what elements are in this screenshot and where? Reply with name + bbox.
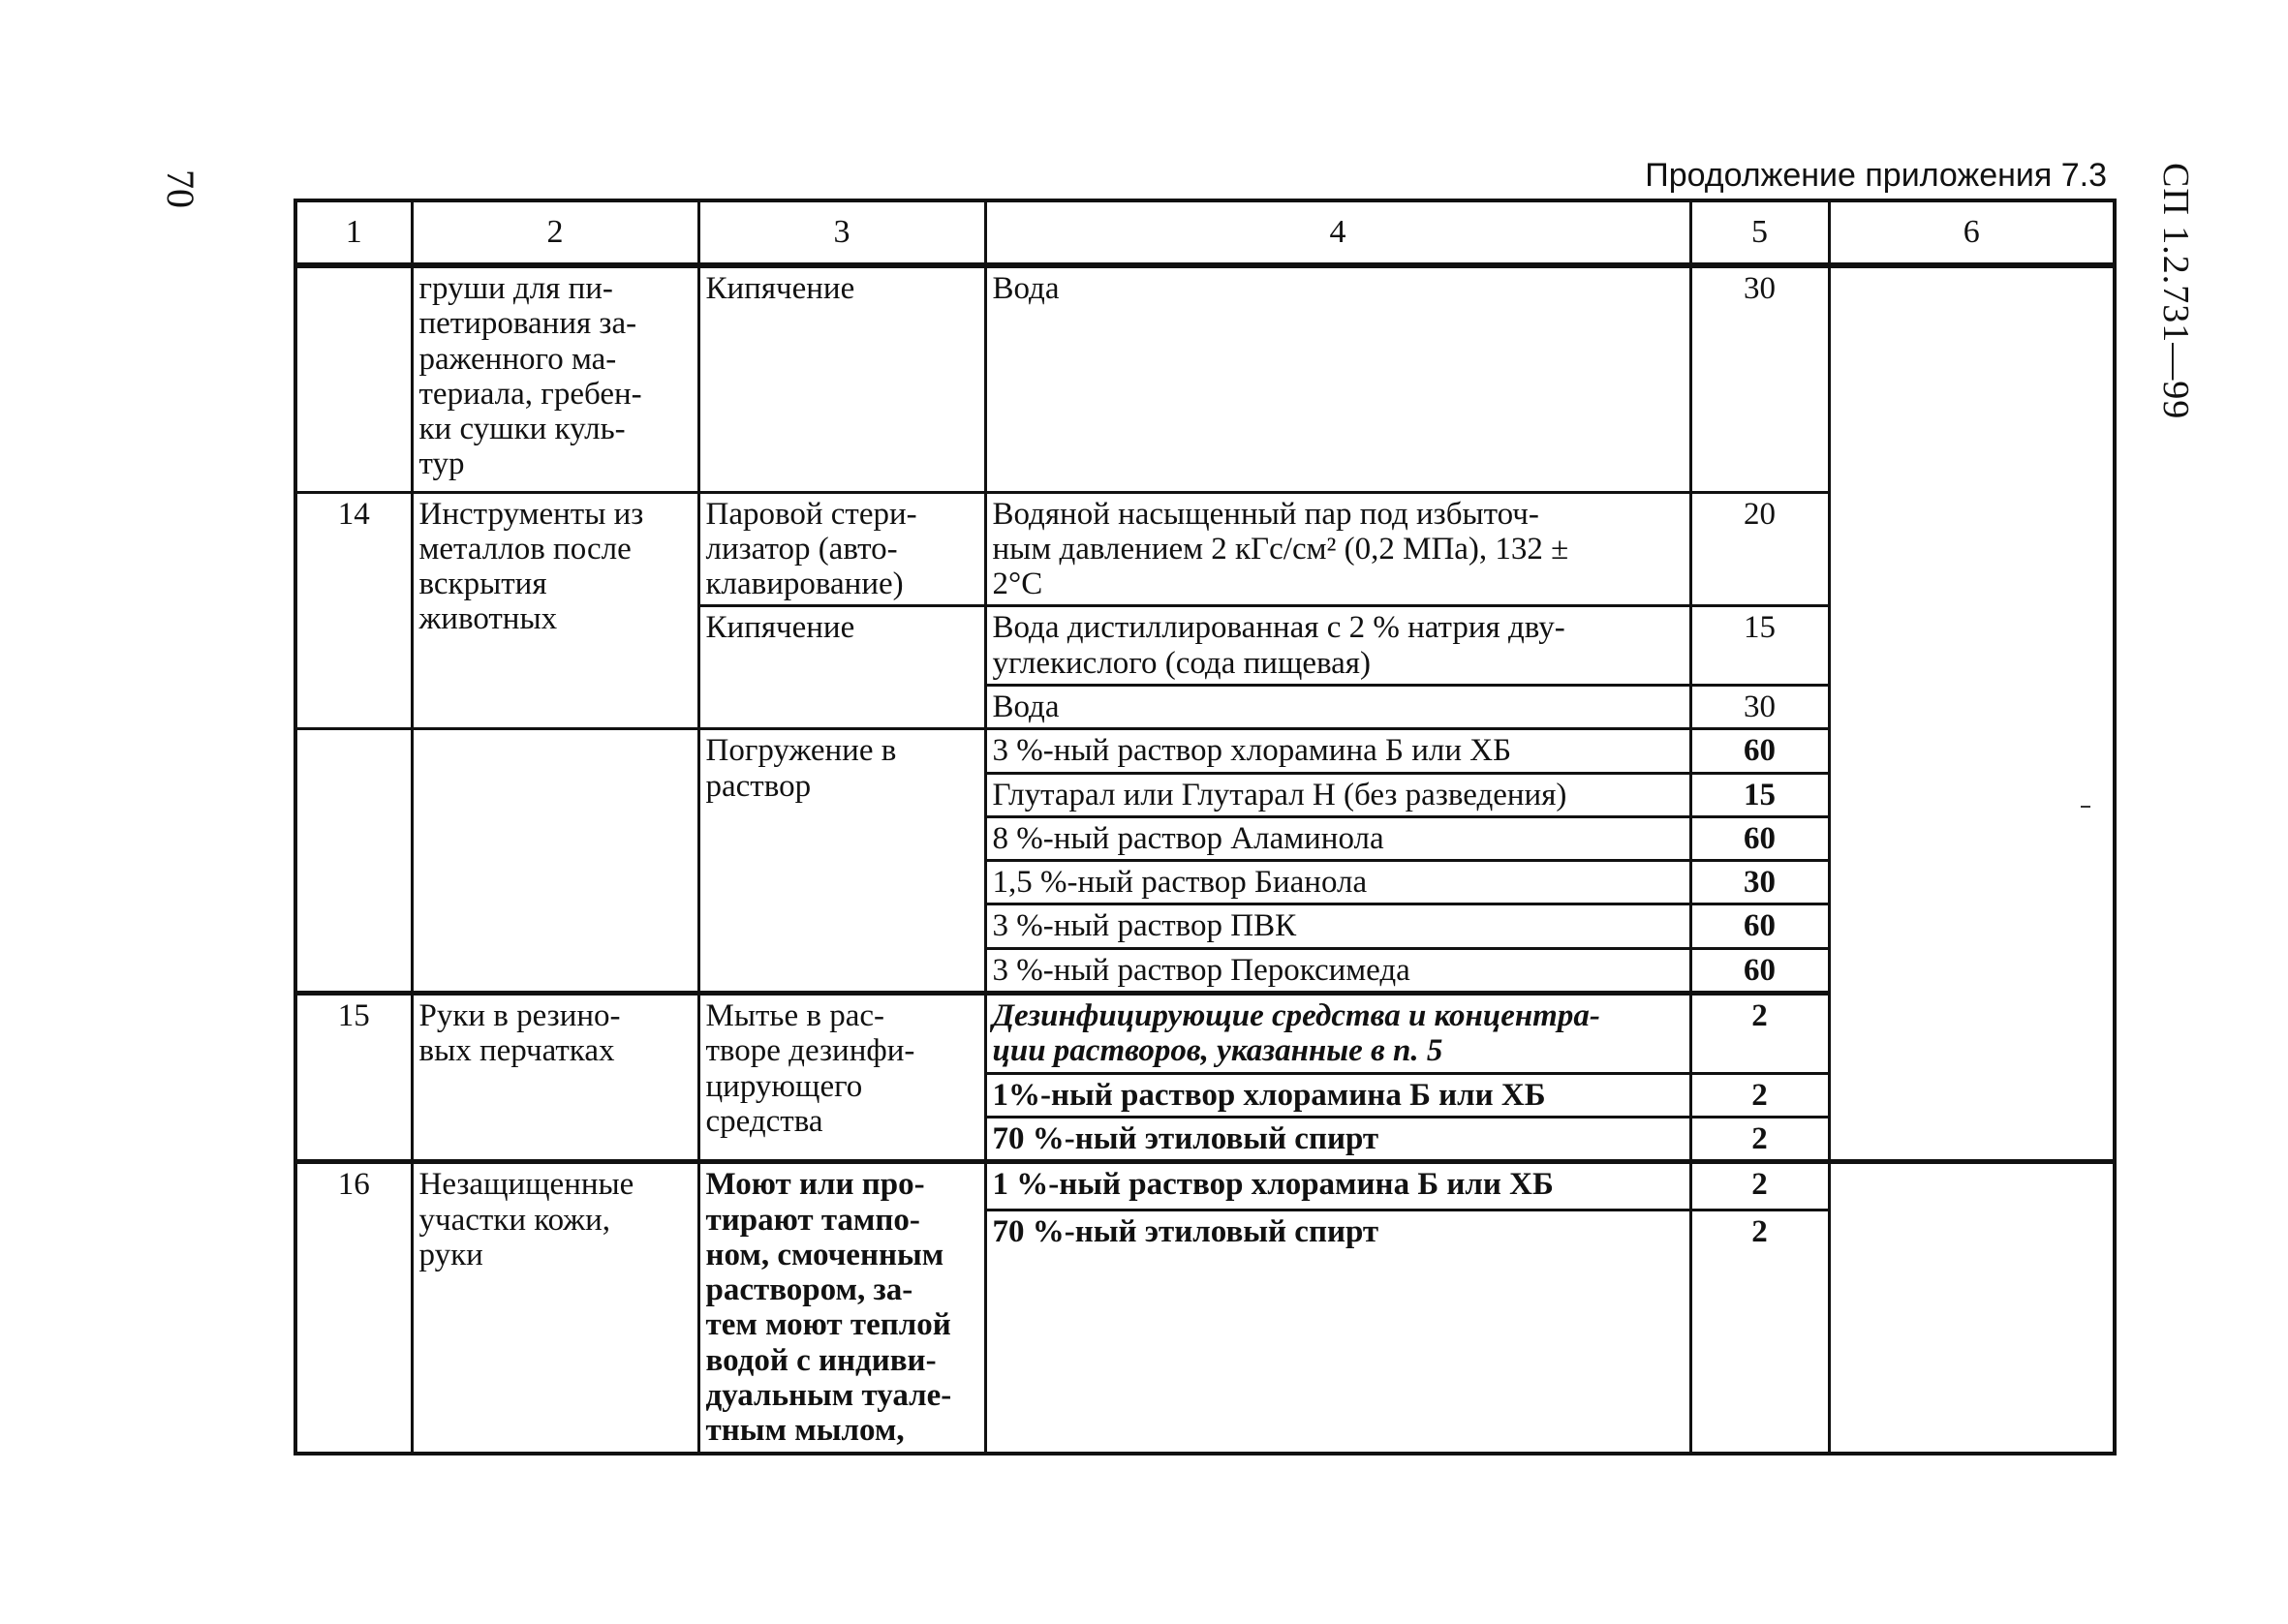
col-header-6: 6 (1829, 200, 2115, 265)
time-cell: 2 (1690, 1117, 1829, 1161)
method-cell: Кипячение (698, 606, 985, 729)
table-row (295, 265, 2115, 492)
agent-cell: Вода (985, 265, 1690, 492)
method-cell: Погружение в раствор (698, 729, 985, 994)
method-cell: Паровой стери- лизатор (авто- клавирование) (698, 492, 985, 606)
method-cell: Моют или про- тирают тампо- ном, смоченным раствором, за- тем моют теплой водой с индиви- дуальным туале- тным мылом, (698, 1162, 985, 1454)
agent-cell: Глутарал или Глутарал Н (без разведения) (985, 773, 1690, 816)
object-cell (412, 729, 698, 994)
notes-cell (1829, 1162, 2115, 1454)
method-cell: Мытье в рас- творе дезинфи- цирующего средства (698, 994, 985, 1162)
time-cell: 15 (1690, 773, 1829, 816)
time-cell: 2 (1690, 1210, 1829, 1454)
agent-cell: 1,5 %-ный раствор Бианола (985, 861, 1690, 904)
agent-cell: 70 %-ный этиловый спирт (985, 1117, 1690, 1161)
col-header-4: 4 (985, 200, 1690, 265)
time-cell: 30 (1690, 265, 1829, 492)
time-cell: 60 (1690, 729, 1829, 773)
time-cell: 30 (1690, 861, 1829, 904)
time-cell: 2 (1690, 1073, 1829, 1117)
header-row (295, 200, 2115, 265)
agent-cell: 70 %-ный этиловый спирт (985, 1210, 1690, 1454)
agent-cell: Вода (985, 685, 1690, 728)
agent-cell: 1%-ный раствор хлорамина Б или ХБ (985, 1073, 1690, 1117)
object-cell: груши для пи- петирования за- раженного ма- териала, гребен- ки сушки куль- тур (412, 265, 698, 492)
row-number: 16 (295, 1162, 412, 1454)
time-cell: 60 (1690, 948, 1829, 993)
continuation-caption: Продолжение приложения 7.3 (1645, 157, 2107, 194)
table-row (295, 1162, 2115, 1210)
document-code: СП 1.2.731—99 (2155, 163, 2196, 420)
notes-cell (1829, 265, 2115, 1162)
agent-cell: Вода дистиллированная с 2 % натрия дву- углекислого (сода пищевая) (985, 606, 1690, 686)
time-cell: 2 (1690, 1162, 1829, 1210)
row-number (295, 729, 412, 994)
method-cell: Кипячение (698, 265, 985, 492)
col-header-3: 3 (698, 200, 985, 265)
agent-cell: Дезинфицирующие средства и концентра- ции растворов, указанные в п. 5 (985, 994, 1690, 1074)
col-header-2: 2 (412, 200, 698, 265)
agent-cell: 3 %-ный раствор хлорамина Б или ХБ (985, 729, 1690, 773)
agent-cell: Водяной насыщенный пар под избыточ- ным давлением 2 кГс/см² (0,2 МПа), 132 ± 2°С (985, 492, 1690, 606)
object-cell: Руки в резино- вых перчатках (412, 994, 698, 1162)
col-header-5: 5 (1690, 200, 1829, 265)
row-number (295, 265, 412, 492)
time-cell: 30 (1690, 685, 1829, 728)
object-cell: Инструменты из металлов после вскрытия животных (412, 492, 698, 729)
agent-cell: 3 %-ный раствор Пероксимеда (985, 948, 1690, 993)
time-cell: 2 (1690, 994, 1829, 1074)
disinfection-table (294, 199, 2117, 1455)
col-header-1: 1 (295, 200, 412, 265)
time-cell: 20 (1690, 492, 1829, 606)
page-number: 70 (159, 169, 202, 208)
row-number: 15 (295, 994, 412, 1162)
row-number: 14 (295, 492, 412, 729)
object-cell: Незащищенные участки кожи, руки (412, 1162, 698, 1454)
time-cell: 15 (1690, 606, 1829, 686)
time-cell: 60 (1690, 904, 1829, 948)
agent-cell: 8 %-ный раствор Аламинола (985, 816, 1690, 860)
agent-cell: 1 %-ный раствор хлорамина Б или ХБ (985, 1162, 1690, 1210)
agent-cell: 3 %-ный раствор ПВК (985, 904, 1690, 948)
time-cell: 60 (1690, 816, 1829, 860)
